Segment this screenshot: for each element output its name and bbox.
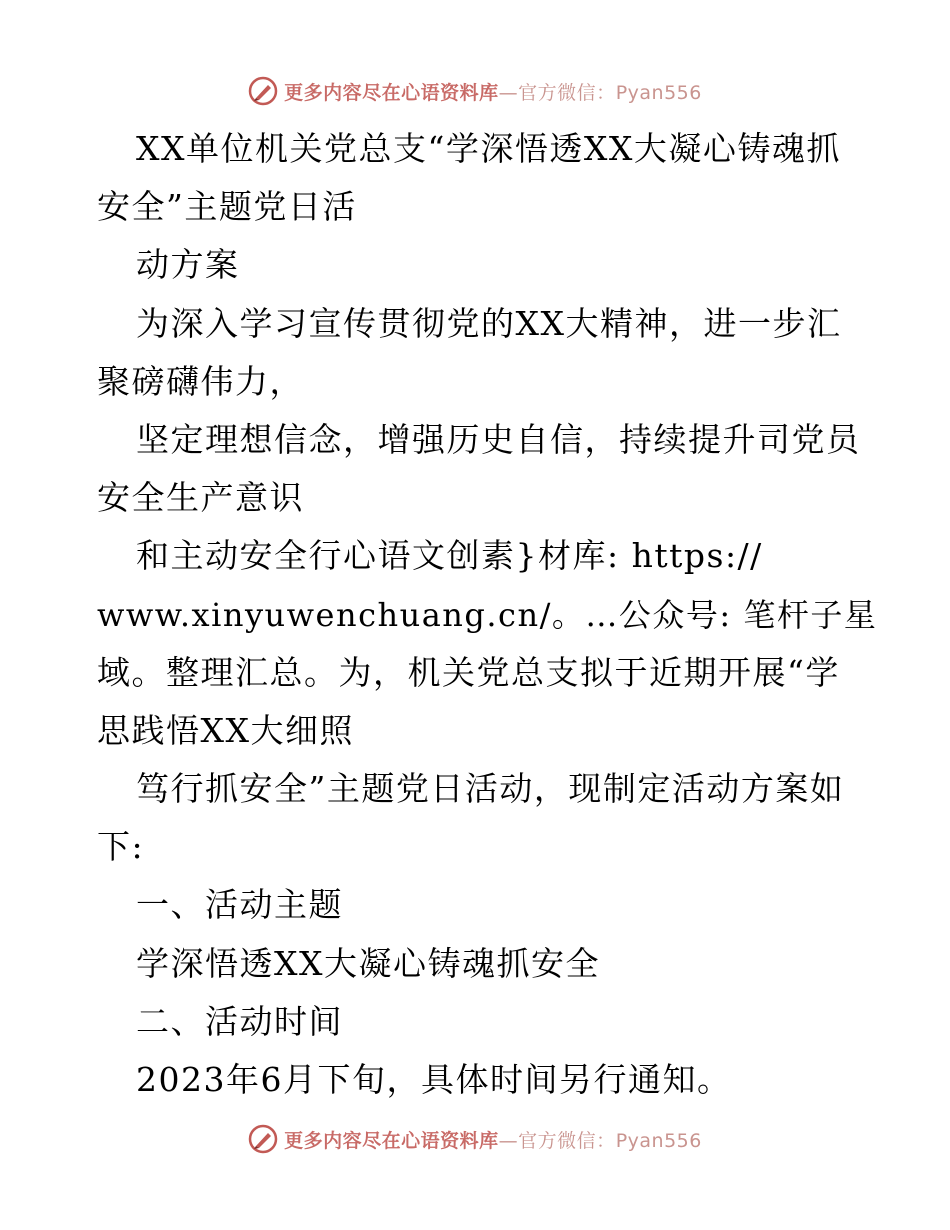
- text-line: 笃行抓安全”主题党日活动，现制定活动方案如: [136, 769, 845, 809]
- watermark-header: [0, 74, 950, 108]
- text-line: 域。整理汇总。为，机关党总支拟于近期开展“学: [97, 652, 840, 692]
- text-line: www.xinyuwenchuang.cn/。…公众号: 笔杆子星: [97, 595, 878, 634]
- document-body: [97, 120, 877, 1109]
- watermark-sub: 官方微信：: [518, 81, 616, 104]
- watermark-id: Pyan556: [615, 81, 702, 104]
- text-line: 思践悟XX大细照: [97, 710, 354, 750]
- pen-logo-icon: [248, 76, 278, 106]
- watermark-text: [284, 78, 702, 105]
- text-line: 安全”主题党日活: [97, 187, 357, 227]
- text-line: 2023年6月下旬，具体时间另行通知。: [136, 1060, 732, 1099]
- text-line: 聚磅礴伟力，: [97, 361, 304, 401]
- text-line: 学深悟透XX大凝心铸魂抓安全: [136, 943, 600, 983]
- text-line: 坚定理想信念，增强历史自信，持续提升司党员: [136, 419, 861, 459]
- text-line: 动方案: [136, 245, 240, 285]
- watermark-id: Pyan556: [615, 1129, 702, 1152]
- watermark-text: [284, 1126, 702, 1153]
- text-line: XX单位机关党总支“学深悟透XX大凝心铸魂抓: [136, 129, 841, 168]
- watermark-separator: —: [498, 81, 519, 104]
- pen-logo-icon: [248, 1124, 278, 1154]
- text-line: 安全生产意识: [97, 478, 304, 518]
- watermark-main: 更多内容尽在心语资料库: [284, 81, 499, 104]
- text-line: 一、活动主题: [136, 885, 343, 925]
- watermark-separator: —: [498, 1129, 519, 1152]
- text-line: 为深入学习宣传贯彻党的XX大精神，进一步汇: [136, 303, 842, 343]
- text-line: 二、活动时间: [136, 1001, 343, 1041]
- text-line: 下:: [97, 827, 145, 867]
- text-line: 和主动安全行心语文创素}材库: https://: [136, 536, 763, 576]
- watermark-footer: [0, 1122, 950, 1156]
- watermark-main: 更多内容尽在心语资料库: [284, 1129, 499, 1152]
- watermark-sub: 官方微信：: [518, 1129, 616, 1152]
